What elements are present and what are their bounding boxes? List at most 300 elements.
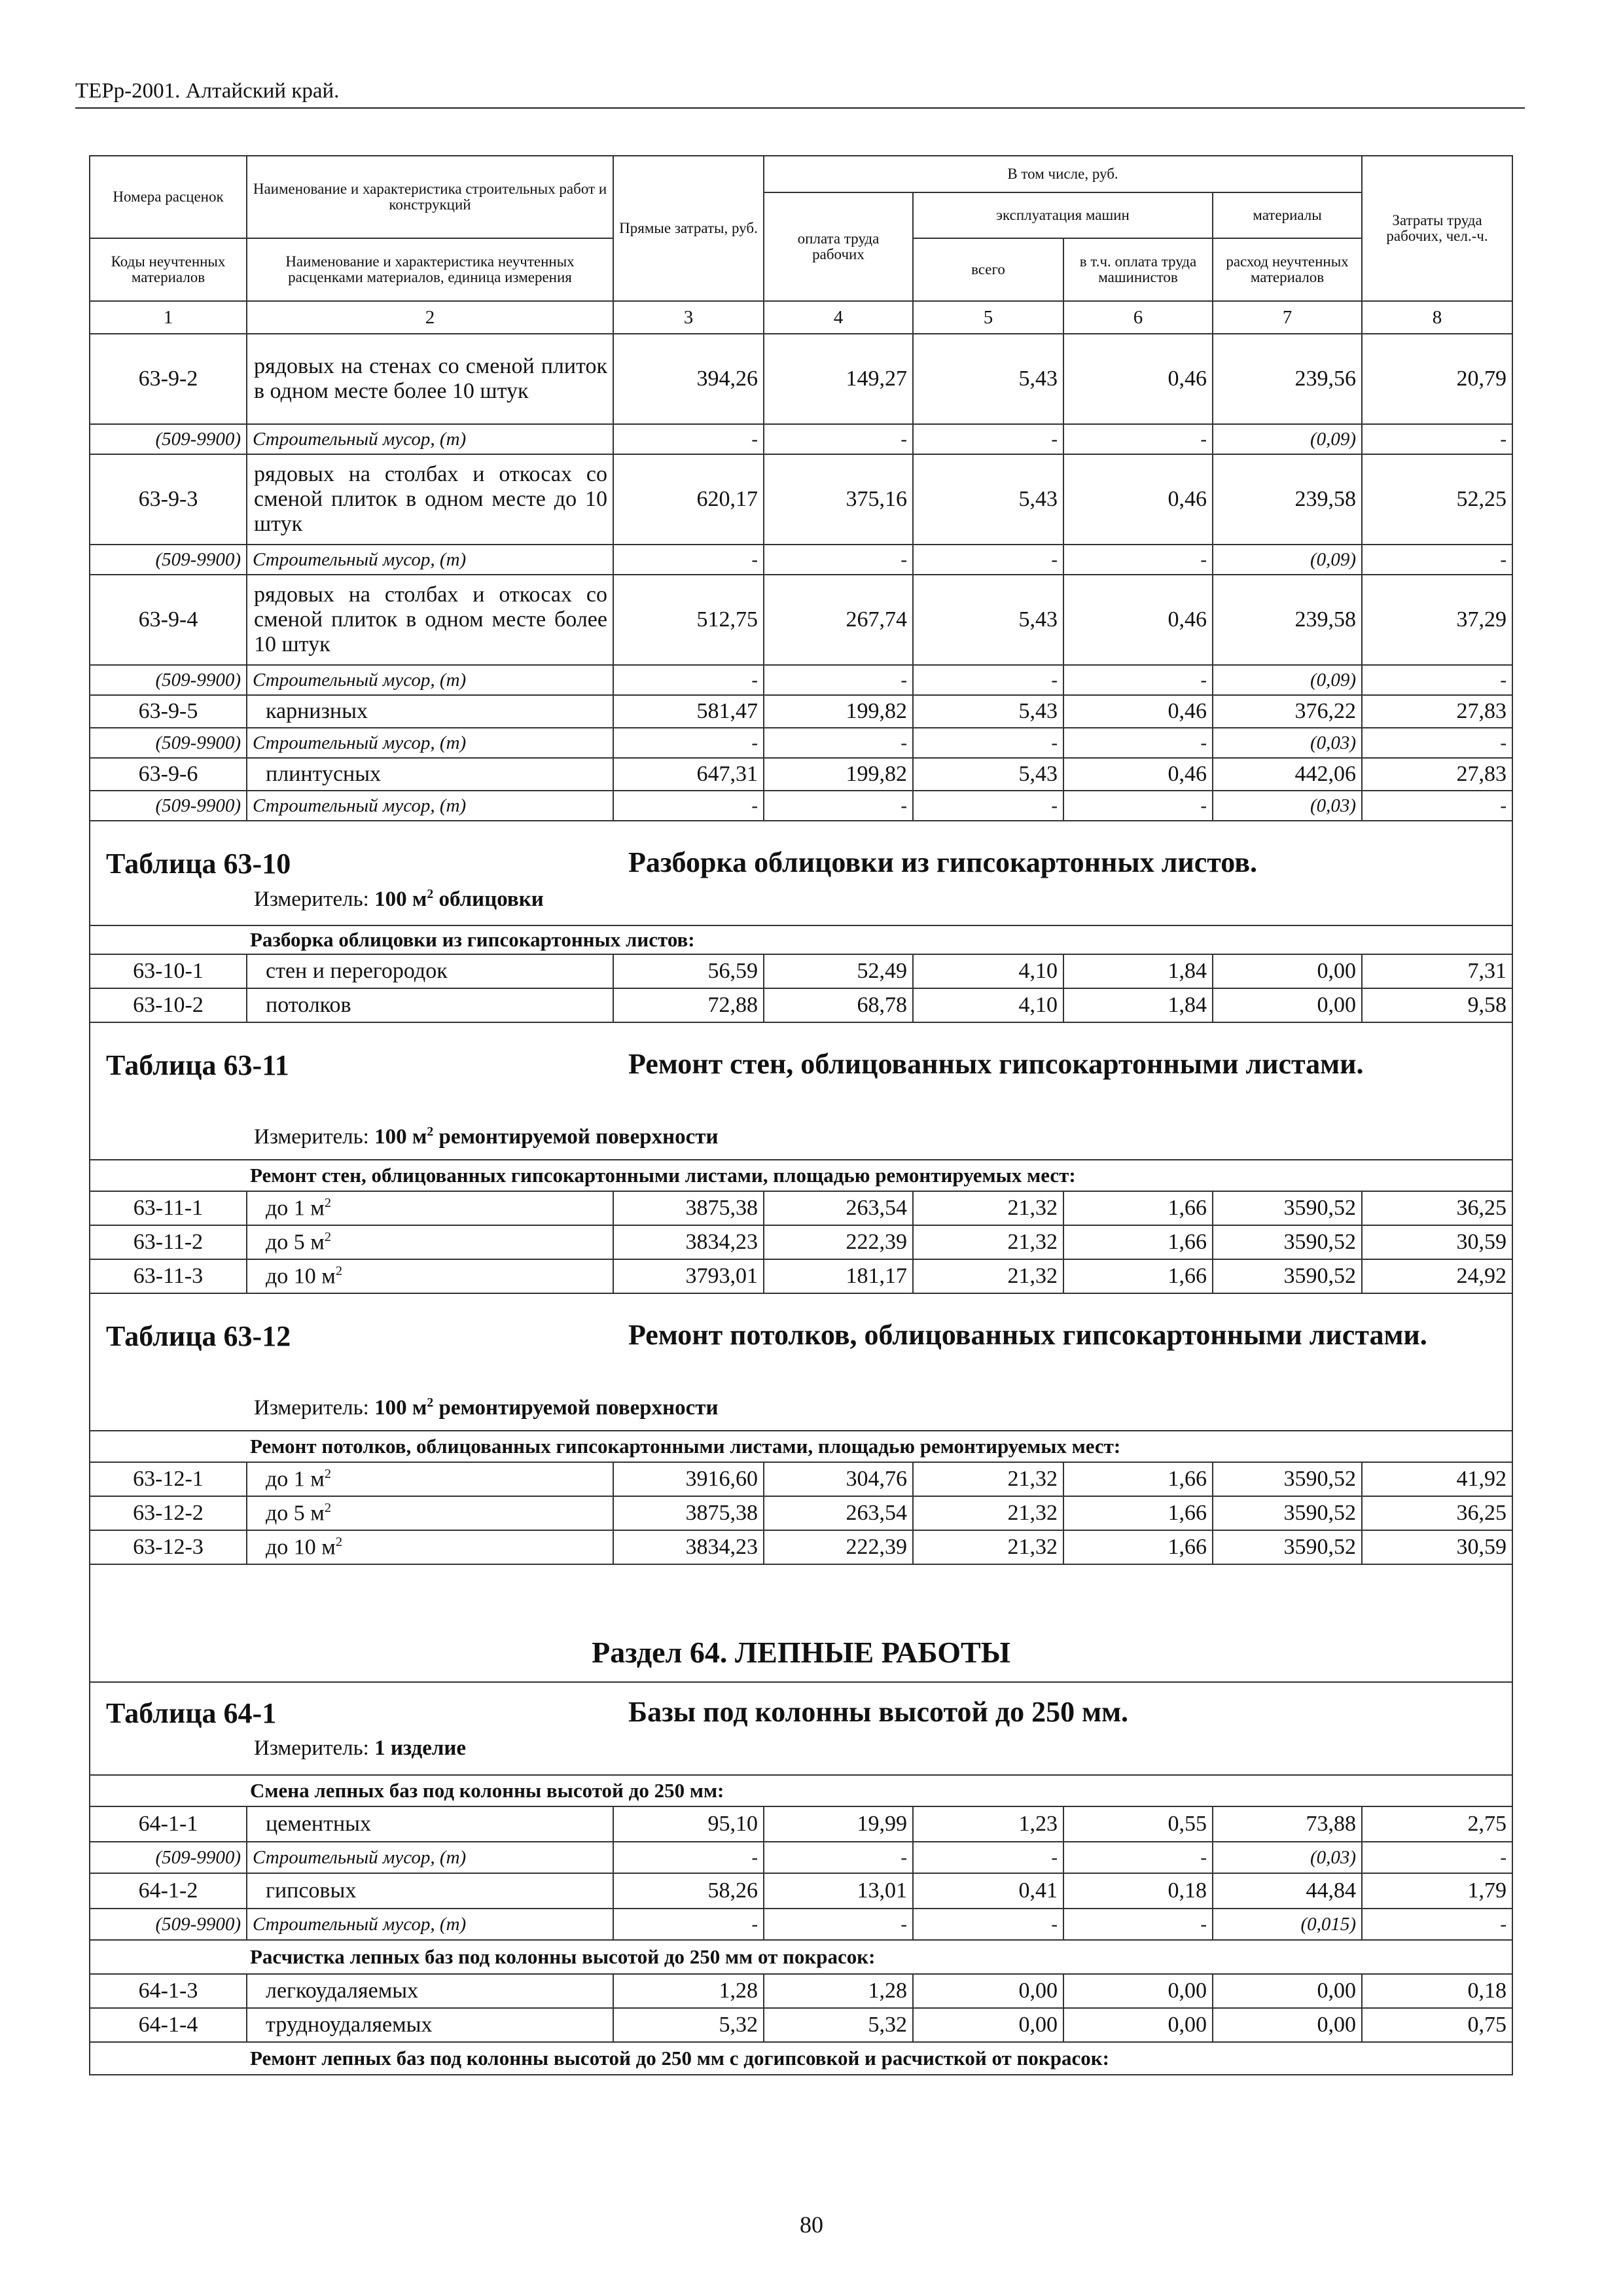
unit-exponent: 2 — [324, 1229, 332, 1244]
labor-hours-value: 20,79 — [1362, 334, 1512, 424]
wages-value: - — [764, 665, 913, 695]
rate-code: 63-10-1 — [90, 954, 247, 988]
description-text: до 5 м — [266, 1501, 325, 1526]
machines-total-value: - — [913, 791, 1063, 821]
operators-wages-value: - — [1063, 1842, 1213, 1873]
table-label: Таблица 63-12 — [106, 1320, 291, 1352]
page-number: 80 — [800, 2212, 823, 2238]
labor-hours-value: - — [1362, 1842, 1512, 1873]
rate-description — [247, 1462, 613, 1496]
direct-costs-value: 3834,23 — [613, 1530, 764, 1564]
material-code: (509-9900) — [90, 665, 247, 695]
operators-wages-value: - — [1063, 1909, 1213, 1940]
rate-description — [247, 1496, 613, 1530]
table-title: Базы под колонны высотой до 250 мм. — [628, 1696, 1129, 1728]
table-title-wrapper — [90, 1023, 1512, 1159]
direct-costs-value: 512,75 — [613, 575, 764, 665]
description-text: до 10 м — [266, 1264, 336, 1289]
machines-total-value: 21,32 — [913, 1462, 1063, 1496]
direct-costs-value: 95,10 — [613, 1806, 764, 1842]
wages-value: 1,28 — [764, 1974, 913, 2008]
machines-total-value: - — [913, 424, 1063, 454]
labor-hours-value: - — [1362, 665, 1512, 695]
materials-value: 0,00 — [1213, 954, 1362, 988]
operators-wages-value: 0,46 — [1063, 454, 1213, 545]
direct-costs-value: 1,28 — [613, 1974, 764, 2008]
rate-code: 63-10-2 — [90, 988, 247, 1022]
group-heading-row — [90, 1940, 1512, 1974]
section-title: Раздел 64. ЛЕПНЫЕ РАБОТЫ — [90, 1564, 1512, 1682]
materials-value: (0,03) — [1213, 791, 1362, 821]
header-rate-numbers: Номера расценок — [90, 156, 247, 238]
rate-description: трудноудаляемых — [247, 2008, 613, 2042]
rate-row — [90, 1530, 1512, 1564]
group-heading: Разборка облицовки из гипсокартонных листов: — [90, 925, 1512, 954]
rate-row — [90, 575, 1512, 665]
wages-value: 5,32 — [764, 2008, 913, 2042]
measure-label: Измеритель: — [254, 1736, 369, 1760]
measure-suffix: облицовки — [433, 888, 544, 911]
labor-hours-value: 27,83 — [1362, 758, 1512, 791]
rate-description: рядовых на стенах со сменой плиток в одном месте более 10 штук — [247, 334, 613, 424]
rate-row — [90, 954, 1512, 988]
column-numbers-row — [90, 301, 1512, 334]
operators-wages-value: 0,00 — [1063, 2008, 1213, 2042]
materials-value: 44,84 — [1213, 1873, 1362, 1909]
material-row — [90, 728, 1512, 758]
measure-unit — [254, 1124, 719, 1149]
direct-costs-value: 56,59 — [613, 954, 764, 988]
unit-exponent: 2 — [324, 1466, 332, 1481]
direct-costs-value: 72,88 — [613, 988, 764, 1022]
wages-value: 375,16 — [764, 454, 913, 545]
rate-code: 63-12-2 — [90, 1496, 247, 1530]
rate-code: 63-11-3 — [90, 1259, 247, 1293]
materials-value: 3590,52 — [1213, 1530, 1362, 1564]
measure-value: 100 м — [374, 888, 427, 911]
labor-hours-value: 37,29 — [1362, 575, 1512, 665]
material-code: (509-9900) — [90, 1842, 247, 1873]
direct-costs-value: 3875,38 — [613, 1191, 764, 1225]
labor-hours-value: 24,92 — [1362, 1259, 1512, 1293]
labor-hours-value: 36,25 — [1362, 1191, 1512, 1225]
direct-costs-value: - — [613, 791, 764, 821]
machines-total-value: 21,32 — [913, 1530, 1063, 1564]
material-code: (509-9900) — [90, 791, 247, 821]
document-title: ТЕРр-2001. Алтайский край. — [75, 79, 340, 103]
rate-row — [90, 1462, 1512, 1496]
labor-hours-value: 30,59 — [1362, 1530, 1512, 1564]
machines-total-value: - — [913, 665, 1063, 695]
materials-value: 0,00 — [1213, 2008, 1362, 2042]
machines-total-value: 4,10 — [913, 954, 1063, 988]
measure-label: Измеритель: — [254, 1125, 369, 1149]
rate-description: потолков — [247, 988, 613, 1022]
materials-value: 239,58 — [1213, 575, 1362, 665]
rate-code: 63-11-1 — [90, 1191, 247, 1225]
materials-value: 442,06 — [1213, 758, 1362, 791]
labor-hours-value: - — [1362, 728, 1512, 758]
material-description: Строительный мусор, (т) — [247, 1909, 613, 1940]
measure-value: 100 м — [374, 1125, 427, 1149]
description-text: до 10 м — [266, 1535, 336, 1560]
machines-total-value: 21,32 — [913, 1191, 1063, 1225]
rate-row — [90, 1225, 1512, 1259]
rate-row — [90, 758, 1512, 791]
material-description: Строительный мусор, (т) — [247, 791, 613, 821]
wages-value: 19,99 — [764, 1806, 913, 1842]
unit-exponent: 2 — [324, 1500, 332, 1515]
unit-exponent: 2 — [324, 1195, 332, 1210]
wages-value: - — [764, 1842, 913, 1873]
page-header — [75, 77, 1525, 109]
group-heading-row — [90, 1431, 1512, 1462]
rate-row — [90, 695, 1512, 728]
machines-total-value: 5,43 — [913, 334, 1063, 424]
labor-hours-value: 36,25 — [1362, 1496, 1512, 1530]
materials-value: 0,00 — [1213, 988, 1362, 1022]
rate-code: 63-12-1 — [90, 1462, 247, 1496]
description-text: до 5 м — [266, 1230, 325, 1255]
material-description: Строительный мусор, (т) — [247, 728, 613, 758]
operators-wages-value: - — [1063, 545, 1213, 575]
rate-description: рядовых на столбах и откосах со сменой плиток в одном месте до 10 штук — [247, 454, 613, 545]
operators-wages-value: - — [1063, 424, 1213, 454]
table-title-wrapper — [90, 1294, 1512, 1430]
operators-wages-value: 0,00 — [1063, 1974, 1213, 2008]
labor-hours-value: 27,83 — [1362, 695, 1512, 728]
materials-value: 239,56 — [1213, 334, 1362, 424]
material-code: (509-9900) — [90, 728, 247, 758]
unit-exponent: 2 — [335, 1263, 343, 1278]
measure-unit — [254, 1736, 466, 1761]
materials-value: 0,00 — [1213, 1974, 1362, 2008]
column-number: 8 — [1362, 301, 1512, 334]
rate-description — [247, 1530, 613, 1564]
header-material-names: Наименование и характеристика неучтенных расценками материалов, единица измерения — [247, 238, 613, 301]
group-heading: Смена лепных баз под колонны высотой до 250 мм: — [90, 1775, 1512, 1806]
rates-table — [89, 155, 1513, 2075]
wages-value: - — [764, 545, 913, 575]
operators-wages-value: 0,46 — [1063, 695, 1213, 728]
machines-total-value: 21,32 — [913, 1496, 1063, 1530]
table-title-row — [90, 1022, 1512, 1160]
material-row — [90, 424, 1512, 454]
rate-description: рядовых на столбах и откосах со сменой плиток в одном месте более 10 штук — [247, 575, 613, 665]
direct-costs-value: - — [613, 545, 764, 575]
rate-code: 64-1-3 — [90, 1974, 247, 2008]
labor-hours-value: 2,75 — [1362, 1806, 1512, 1842]
wages-value: 149,27 — [764, 334, 913, 424]
operators-wages-value: 0,46 — [1063, 334, 1213, 424]
table-title-wrapper — [90, 1683, 1512, 1774]
measure-value: 100 м — [374, 1396, 427, 1420]
material-description: Строительный мусор, (т) — [247, 424, 613, 454]
machines-total-value: 5,43 — [913, 758, 1063, 791]
materials-value: (0,09) — [1213, 665, 1362, 695]
operators-wages-value: 1,66 — [1063, 1462, 1213, 1496]
labor-hours-value: 7,31 — [1362, 954, 1512, 988]
operators-wages-value: 1,66 — [1063, 1530, 1213, 1564]
material-row — [90, 1909, 1512, 1940]
machines-total-value: - — [913, 545, 1063, 575]
rate-description — [247, 1259, 613, 1293]
rate-code: 63-11-2 — [90, 1225, 247, 1259]
header-machines: эксплуатация машин — [913, 192, 1213, 238]
measure-label: Измеритель: — [254, 1396, 369, 1420]
measure-exponent: 2 — [427, 1395, 434, 1410]
wages-value: 222,39 — [764, 1530, 913, 1564]
rate-row — [90, 988, 1512, 1022]
operators-wages-value: - — [1063, 791, 1213, 821]
wages-value: 68,78 — [764, 988, 913, 1022]
wages-value: 13,01 — [764, 1873, 913, 1909]
measure-exponent: 2 — [427, 887, 434, 901]
material-row — [90, 1842, 1512, 1873]
table-title-block — [90, 821, 1512, 925]
table-title: Ремонт потолков, облицованных гипсокартонными листами. — [628, 1319, 1427, 1351]
machines-total-value: 5,43 — [913, 454, 1063, 545]
rate-code: 63-12-3 — [90, 1530, 247, 1564]
column-number: 3 — [613, 301, 764, 334]
materials-value: 3590,52 — [1213, 1462, 1362, 1496]
table-title-wrapper — [90, 821, 1512, 925]
table-title-row — [90, 1682, 1512, 1775]
materials-value: 73,88 — [1213, 1806, 1362, 1842]
rate-row — [90, 1873, 1512, 1909]
measure-suffix: ремонтируемой поверхности — [433, 1396, 719, 1420]
measure-value: 1 изделие — [374, 1736, 467, 1760]
machines-total-value: 1,23 — [913, 1806, 1063, 1842]
measure-label: Измеритель: — [254, 888, 369, 911]
direct-costs-value: - — [613, 1909, 764, 1940]
group-heading-row — [90, 925, 1512, 954]
materials-value: 3590,52 — [1213, 1496, 1362, 1530]
column-number: 4 — [764, 301, 913, 334]
table-title-block — [90, 1682, 1512, 1775]
materials-value: (0,015) — [1213, 1909, 1362, 1940]
wages-value: - — [764, 424, 913, 454]
wages-value: 267,74 — [764, 575, 913, 665]
materials-value: (0,03) — [1213, 1842, 1362, 1873]
direct-costs-value: 3916,60 — [613, 1462, 764, 1496]
wages-value: 263,54 — [764, 1191, 913, 1225]
column-number: 1 — [90, 301, 247, 334]
rate-code: 63-9-2 — [90, 334, 247, 424]
column-number: 5 — [913, 301, 1063, 334]
direct-costs-value: 5,32 — [613, 2008, 764, 2042]
materials-value: (0,09) — [1213, 424, 1362, 454]
material-code: (509-9900) — [90, 545, 247, 575]
rate-description: цементных — [247, 1806, 613, 1842]
operators-wages-value: 1,66 — [1063, 1225, 1213, 1259]
wages-value: - — [764, 1909, 913, 1940]
header-wages: оплата труда рабочих — [764, 192, 913, 301]
material-code: (509-9900) — [90, 1909, 247, 1940]
operators-wages-value: 0,18 — [1063, 1873, 1213, 1909]
machines-total-value: 0,00 — [913, 2008, 1063, 2042]
materials-value: 3590,52 — [1213, 1191, 1362, 1225]
rate-description: карнизных — [247, 695, 613, 728]
table-label: Таблица 63-11 — [106, 1049, 289, 1081]
table-title-block — [90, 1293, 1512, 1431]
header-machines-total: всего — [913, 238, 1063, 301]
table-label: Таблица 63-10 — [106, 848, 291, 880]
material-row — [90, 791, 1512, 821]
header-direct-costs: Прямые затраты, руб. — [613, 156, 764, 301]
operators-wages-value: 1,66 — [1063, 1496, 1213, 1530]
operators-wages-value: 1,66 — [1063, 1191, 1213, 1225]
wages-value: 199,82 — [764, 758, 913, 791]
wages-value: - — [764, 791, 913, 821]
machines-total-value: - — [913, 728, 1063, 758]
table-title: Разборка облицовки из гипсокартонных листов. — [628, 846, 1257, 878]
direct-costs-value: 3875,38 — [613, 1496, 764, 1530]
rate-row — [90, 2008, 1512, 2042]
material-description: Строительный мусор, (т) — [247, 665, 613, 695]
rate-code: 63-9-3 — [90, 454, 247, 545]
material-row — [90, 545, 1512, 575]
labor-hours-value: - — [1362, 545, 1512, 575]
materials-value: (0,03) — [1213, 728, 1362, 758]
machines-total-value: 21,32 — [913, 1225, 1063, 1259]
column-number: 6 — [1063, 301, 1213, 334]
rate-description: гипсовых — [247, 1873, 613, 1909]
column-number: 2 — [247, 301, 613, 334]
group-heading: Ремонт лепных баз под колонны высотой до 250 мм с догипсовкой и расчисткой от покрасок: — [90, 2042, 1512, 2075]
operators-wages-value: 0,46 — [1063, 758, 1213, 791]
rate-description: стен и перегородок — [247, 954, 613, 988]
column-number: 7 — [1213, 301, 1362, 334]
direct-costs-value: 620,17 — [613, 454, 764, 545]
wages-value: 263,54 — [764, 1496, 913, 1530]
rate-description: плинтусных — [247, 758, 613, 791]
direct-costs-value: - — [613, 728, 764, 758]
header-work-name: Наименование и характеристика строительных работ и конструкций — [247, 156, 613, 238]
rate-code: 63-9-6 — [90, 758, 247, 791]
header-operators-wages: в т.ч. оплата труда машинистов — [1063, 238, 1213, 301]
rate-row — [90, 334, 1512, 424]
operators-wages-value: 1,66 — [1063, 1259, 1213, 1293]
group-heading-row — [90, 1775, 1512, 1806]
direct-costs-value: 3793,01 — [613, 1259, 764, 1293]
labor-hours-value: 1,79 — [1362, 1873, 1512, 1909]
direct-costs-value: 581,47 — [613, 695, 764, 728]
group-heading: Ремонт потолков, облицованных гипсокартонными листами, площадью ремонтируемых мест: — [90, 1431, 1512, 1462]
labor-hours-value: 0,18 — [1362, 1974, 1512, 2008]
materials-value: (0,09) — [1213, 545, 1362, 575]
labor-hours-value: - — [1362, 424, 1512, 454]
operators-wages-value: 1,84 — [1063, 954, 1213, 988]
operators-wages-value: 0,46 — [1063, 575, 1213, 665]
rate-description: легкоудаляемых — [247, 1974, 613, 2008]
measure-unit — [254, 887, 544, 912]
measure-suffix: ремонтируемой поверхности — [433, 1125, 719, 1149]
operators-wages-value: 1,84 — [1063, 988, 1213, 1022]
measure-unit — [254, 1395, 719, 1420]
direct-costs-value: 58,26 — [613, 1873, 764, 1909]
header-including: В том числе, руб. — [764, 156, 1362, 192]
rate-row — [90, 1806, 1512, 1842]
machines-total-value: - — [913, 1842, 1063, 1873]
machines-total-value: 0,41 — [913, 1873, 1063, 1909]
labor-hours-value: 9,58 — [1362, 988, 1512, 1022]
material-code: (509-9900) — [90, 424, 247, 454]
wages-value: 304,76 — [764, 1462, 913, 1496]
measure-exponent: 2 — [427, 1124, 434, 1139]
direct-costs-value: - — [613, 665, 764, 695]
materials-value: 3590,52 — [1213, 1225, 1362, 1259]
description-text: до 1 м — [266, 1196, 325, 1221]
materials-value: 239,58 — [1213, 454, 1362, 545]
rate-code: 64-1-2 — [90, 1873, 247, 1909]
table-title-block — [90, 1022, 1512, 1160]
rate-row — [90, 1496, 1512, 1530]
section-heading-row — [90, 1564, 1512, 1682]
wages-value: 52,49 — [764, 954, 913, 988]
direct-costs-value: 3834,23 — [613, 1225, 764, 1259]
group-heading-row — [90, 2042, 1512, 2075]
rate-row — [90, 1191, 1512, 1225]
rate-row — [90, 1974, 1512, 2008]
header-labor-costs: Затраты труда рабочих, чел.-ч. — [1362, 156, 1512, 301]
direct-costs-value: - — [613, 1842, 764, 1873]
table-title-row — [90, 1293, 1512, 1431]
header-material-codes: Коды неучтенных материалов — [90, 238, 247, 301]
rate-code: 63-9-4 — [90, 575, 247, 665]
direct-costs-value: 394,26 — [613, 334, 764, 424]
labor-hours-value: - — [1362, 791, 1512, 821]
wages-value: 181,17 — [764, 1259, 913, 1293]
operators-wages-value: - — [1063, 665, 1213, 695]
labor-hours-value: 30,59 — [1362, 1225, 1512, 1259]
header-materials: материалы — [1213, 192, 1362, 238]
operators-wages-value: 0,55 — [1063, 1806, 1213, 1842]
wages-value: 199,82 — [764, 695, 913, 728]
machines-total-value: - — [913, 1909, 1063, 1940]
unit-exponent: 2 — [335, 1534, 343, 1549]
rate-code: 63-9-5 — [90, 695, 247, 728]
machines-total-value: 0,00 — [913, 1974, 1063, 2008]
labor-hours-value: - — [1362, 1909, 1512, 1940]
table-title-row — [90, 821, 1512, 925]
table-title: Ремонт стен, облицованных гипсокартонными листами. — [628, 1048, 1364, 1080]
labor-hours-value: 0,75 — [1362, 2008, 1512, 2042]
group-heading-row — [90, 1160, 1512, 1191]
machines-total-value: 5,43 — [913, 695, 1063, 728]
table-label: Таблица 64-1 — [106, 1697, 277, 1729]
machines-total-value: 5,43 — [913, 575, 1063, 665]
rate-description — [247, 1191, 613, 1225]
material-description: Строительный мусор, (т) — [247, 545, 613, 575]
direct-costs-value: - — [613, 424, 764, 454]
labor-hours-value: 52,25 — [1362, 454, 1512, 545]
rate-row — [90, 454, 1512, 545]
rate-code: 64-1-4 — [90, 2008, 247, 2042]
material-row — [90, 665, 1512, 695]
rate-description — [247, 1225, 613, 1259]
direct-costs-value: 647,31 — [613, 758, 764, 791]
machines-total-value: 21,32 — [913, 1259, 1063, 1293]
table-body — [90, 156, 1512, 2075]
wages-value: 222,39 — [764, 1225, 913, 1259]
materials-value: 3590,52 — [1213, 1259, 1362, 1293]
labor-hours-value: 41,92 — [1362, 1462, 1512, 1496]
header-material-consumption: расход неучтенных материалов — [1213, 238, 1362, 301]
material-description: Строительный мусор, (т) — [247, 1842, 613, 1873]
machines-total-value: 4,10 — [913, 988, 1063, 1022]
operators-wages-value: - — [1063, 728, 1213, 758]
